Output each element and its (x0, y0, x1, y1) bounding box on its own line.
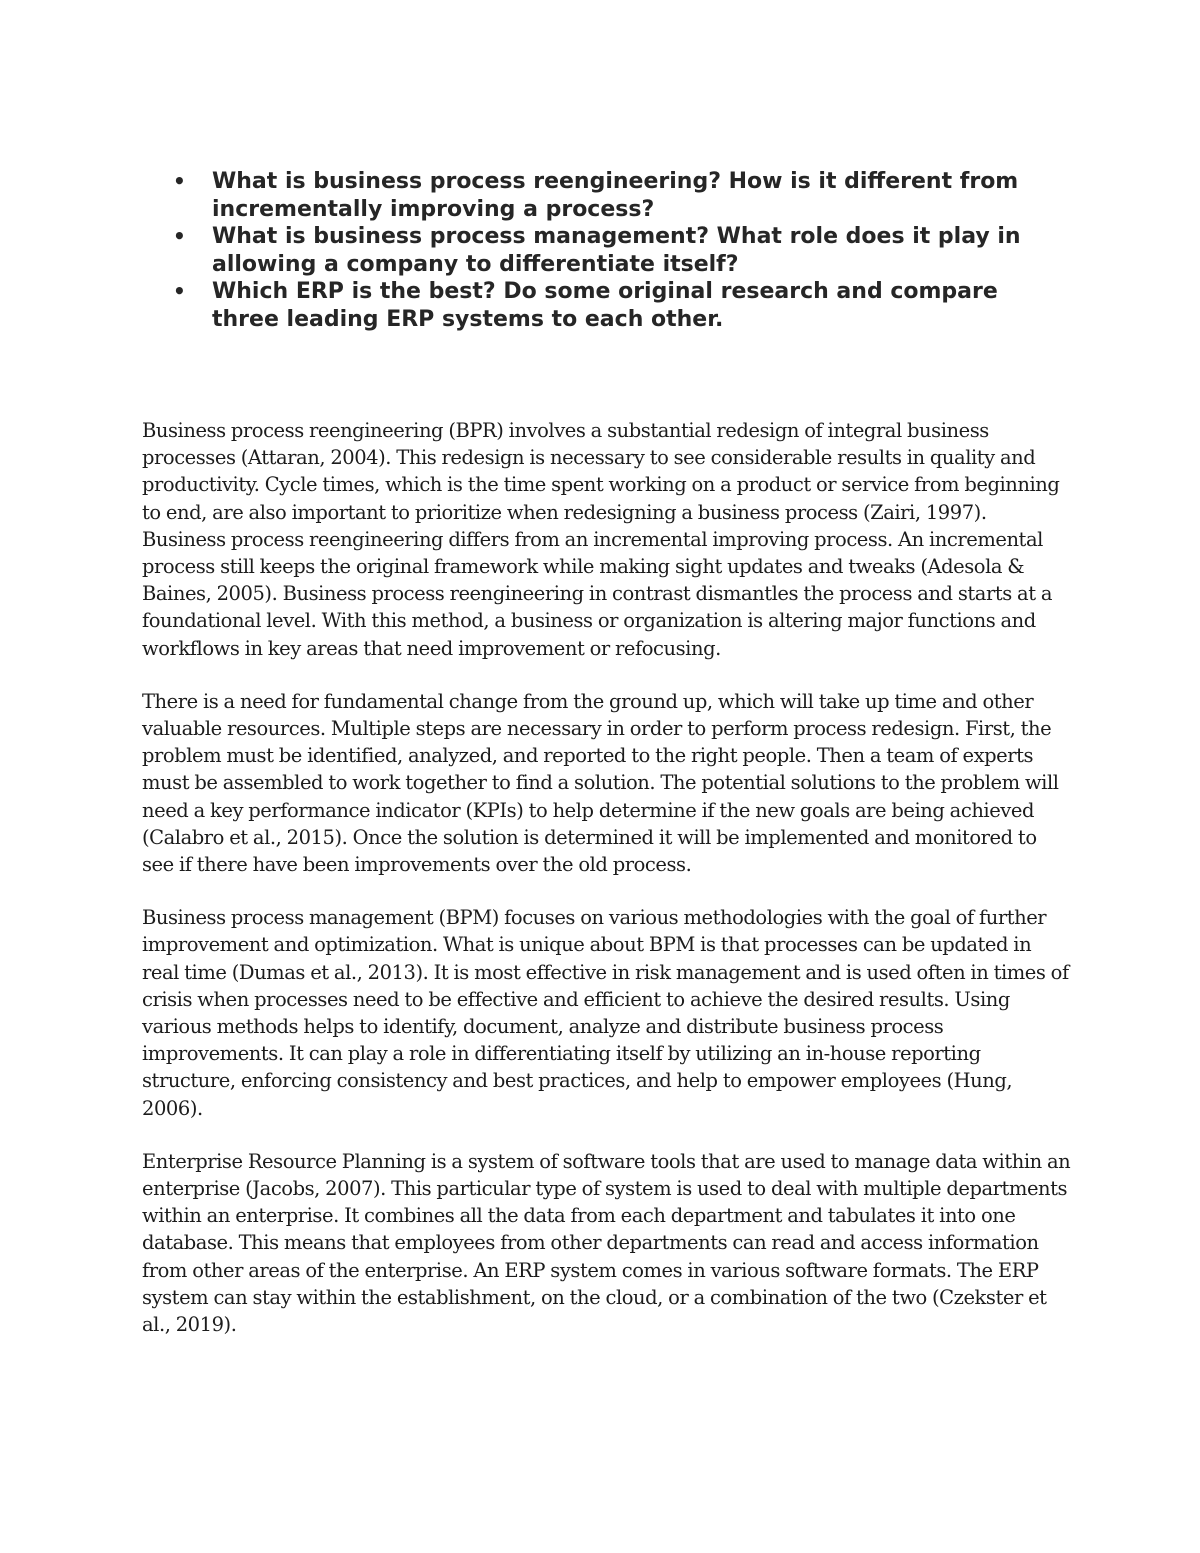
essay-body (142, 417, 1072, 1364)
paragraph-bpr: Business process reengineering (BPR) involves a substantial redesign of integral business processes (Attaran, 2004). This redesign is necessary to see considerable results in quality and productivity. Cycle times, which is the time spent working on a product or service from beginning to end, are also important to prioritize when redesigning a business process (Zairi, 1997). Business process reengineering differs from an incremental improving process. An incremental process still keeps the original framework while making sight updates and tweaks (Adesola & Baines, 2005). Business process reengineering in contrast dismantles the process and starts at a foundational level. With this method, a business or organization is altering major functions and workflows in key areas that need improvement or refocusing. (142, 419, 1060, 660)
question-item (170, 168, 1050, 223)
question-item (170, 223, 1050, 278)
question-text: What is business process reengineering? How is it different from incrementally improving a process? (212, 169, 1019, 222)
question-text: Which ERP is the best? Do some original research and compare three leading ERP systems to each other. (212, 279, 998, 332)
question-item (170, 278, 1050, 333)
question-list (170, 168, 1050, 333)
question-text: What is business process management? What role does it play in allowing a company to differentiate itself? (212, 224, 1021, 277)
bullet-icon: • (173, 169, 186, 193)
paragraph-erp: Enterprise Resource Planning is a system of software tools that are used to manage data within an enterprise (Jacobs, 2007). This particular type of system is used to deal with multiple departments within an enterprise. It combines all the data from each department and tabulates it into one database. This means that employees from other departments can read and access information from other areas of the enterprise. An ERP system comes in various software formats. The ERP system can stay within the establishment, on the cloud, or a combination of the two (Czekster et al., 2019). (142, 1149, 1071, 1337)
bullet-icon: • (173, 279, 186, 303)
bullet-icon: • (173, 224, 186, 248)
paragraph-bpm: Business process management (BPM) focuses on various methodologies with the goal of further improvement and optimization. What is unique about BPM is that processes can be updated in real time (Dumas et al., 2013). It is most effective in risk management and is used often in times of crisis when processes need to be effective and efficient to achieve the desired results. Using various methods helps to identify, document, analyze and distribute business process improvements. It can play a role in differentiating itself by utilizing an in-house reporting structure, enforcing consistency and best practices, and help to empower employees (Hung, 2006). (142, 906, 1069, 1120)
paragraph-process-redesign: There is a need for fundamental change from the ground up, which will take up time and other valuable resources. Multiple steps are necessary in order to perform process redesign. First, the problem must be identified, analyzed, and reported to the right people. Then a team of experts must be assembled to work together to find a solution. The potential solutions to the problem will need a key performance indicator (KPIs) to help determine if the new goals are being achieved (Calabro et al., 2015). Once the solution is determined it will be implemented and monitored to see if there have been improvements over the old process. (142, 689, 1059, 877)
